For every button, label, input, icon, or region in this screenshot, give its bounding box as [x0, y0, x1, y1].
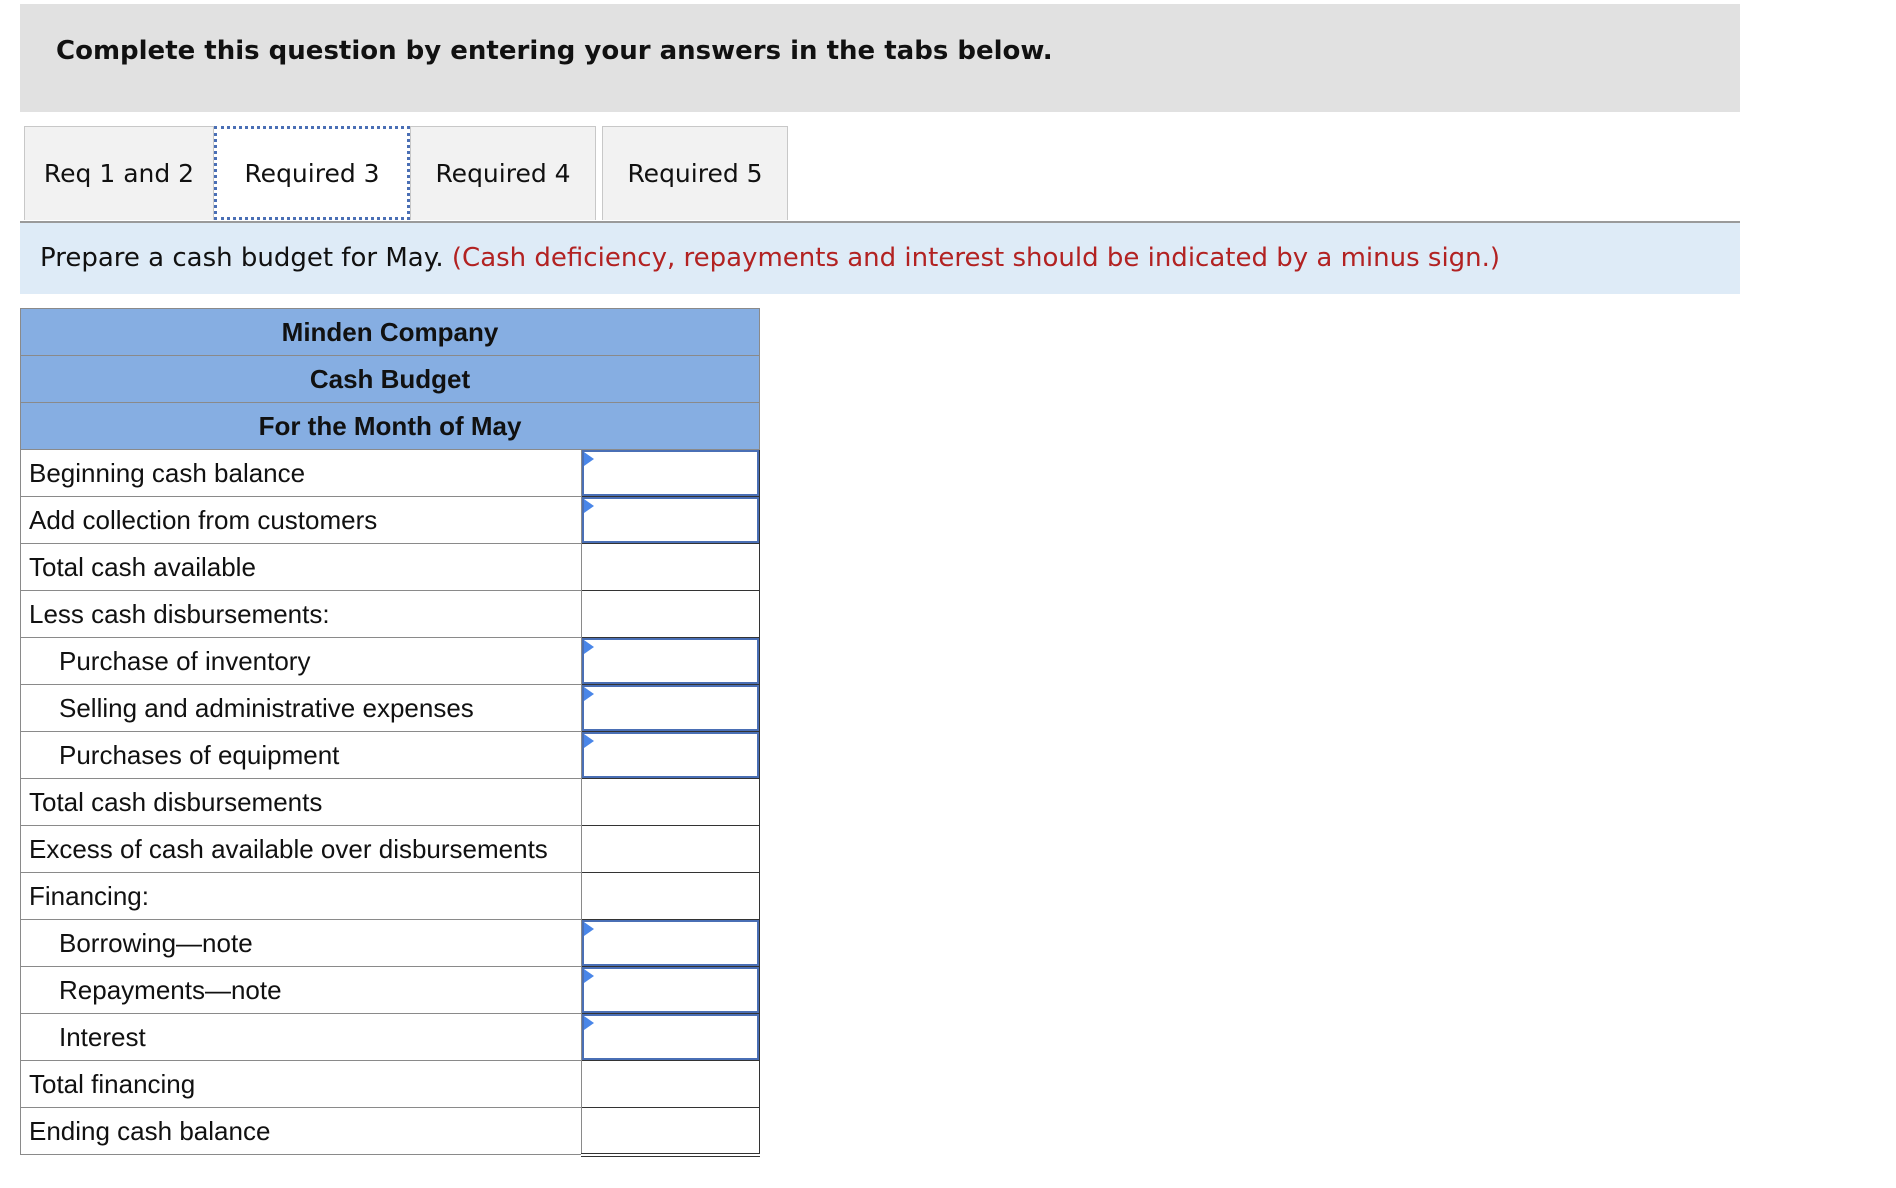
total-disbursements-cell — [581, 779, 759, 826]
ending-cash-cell — [581, 1108, 759, 1155]
instruction-bar — [20, 223, 1740, 294]
table-row — [21, 591, 760, 638]
beginning-cash-cell[interactable] — [581, 450, 759, 497]
tab-required-5[interactable]: Required 5 — [602, 126, 788, 220]
borrowing-input[interactable] — [582, 920, 759, 966]
equipment-cell[interactable] — [581, 732, 759, 779]
disbursements-header-cell — [581, 591, 759, 638]
row-label: Excess of cash available over disbursements — [21, 826, 582, 873]
table-row — [21, 826, 760, 873]
instruction-note: (Cash deficiency, repayments and interest should be indicated by a minus sign.) — [451, 243, 1501, 273]
row-label: Total cash disbursements — [21, 779, 582, 826]
row-label: Purchases of equipment — [21, 732, 582, 779]
total-financing-cell — [581, 1061, 759, 1108]
table-row — [21, 497, 760, 544]
table-row — [21, 1014, 760, 1061]
table-row — [21, 544, 760, 591]
row-label: Beginning cash balance — [21, 450, 582, 497]
equipment-input[interactable] — [582, 732, 759, 778]
repayments-cell[interactable] — [581, 967, 759, 1014]
row-label: Total cash available — [21, 544, 582, 591]
instruction-main: Prepare a cash budget for May. — [40, 243, 444, 273]
row-label: Ending cash balance — [21, 1108, 582, 1155]
row-label: Less cash disbursements: — [21, 591, 582, 638]
row-label: Total financing — [21, 1061, 582, 1108]
table-row — [21, 920, 760, 967]
question-header — [20, 4, 1740, 112]
cash-budget-table — [20, 308, 760, 1157]
borrowing-cell[interactable] — [581, 920, 759, 967]
collections-input[interactable] — [582, 497, 759, 543]
question-title: Complete this question by entering your answers in the tabs below. — [56, 36, 1053, 66]
tab-required-4[interactable]: Required 4 — [410, 126, 596, 220]
row-label: Selling and administrative expenses — [21, 685, 582, 732]
instruction-text — [40, 243, 1500, 273]
table-row — [21, 638, 760, 685]
statement-title: Cash Budget — [21, 356, 760, 403]
excess-cash-cell — [581, 826, 759, 873]
repayments-input[interactable] — [582, 967, 759, 1013]
table-row — [21, 732, 760, 779]
row-label: Interest — [21, 1014, 582, 1061]
statement-period: For the Month of May — [21, 403, 760, 450]
table-row — [21, 685, 760, 732]
collections-cell[interactable] — [581, 497, 759, 544]
interest-cell[interactable] — [581, 1014, 759, 1061]
table-row — [21, 450, 760, 497]
table-row — [21, 779, 760, 826]
row-label: Borrowing—note — [21, 920, 582, 967]
selling-admin-input[interactable] — [582, 685, 759, 731]
company-name: Minden Company — [21, 309, 760, 356]
tab-req-1-and-2[interactable]: Req 1 and 2 — [24, 126, 214, 220]
purchase-inventory-cell[interactable] — [581, 638, 759, 685]
tab-required-3[interactable]: Required 3 — [214, 126, 410, 220]
row-label: Repayments—note — [21, 967, 582, 1014]
beginning-cash-input[interactable] — [582, 450, 759, 496]
row-label: Financing: — [21, 873, 582, 920]
purchase-inventory-input[interactable] — [582, 638, 759, 684]
table-row — [21, 1108, 760, 1155]
table-row — [21, 967, 760, 1014]
financing-header-cell — [581, 873, 759, 920]
selling-admin-cell[interactable] — [581, 685, 759, 732]
total-cash-available-cell — [581, 544, 759, 591]
row-label: Add collection from customers — [21, 497, 582, 544]
interest-input[interactable] — [582, 1014, 759, 1060]
row-label: Purchase of inventory — [21, 638, 582, 685]
table-row — [21, 1061, 760, 1108]
table-row — [21, 873, 760, 920]
